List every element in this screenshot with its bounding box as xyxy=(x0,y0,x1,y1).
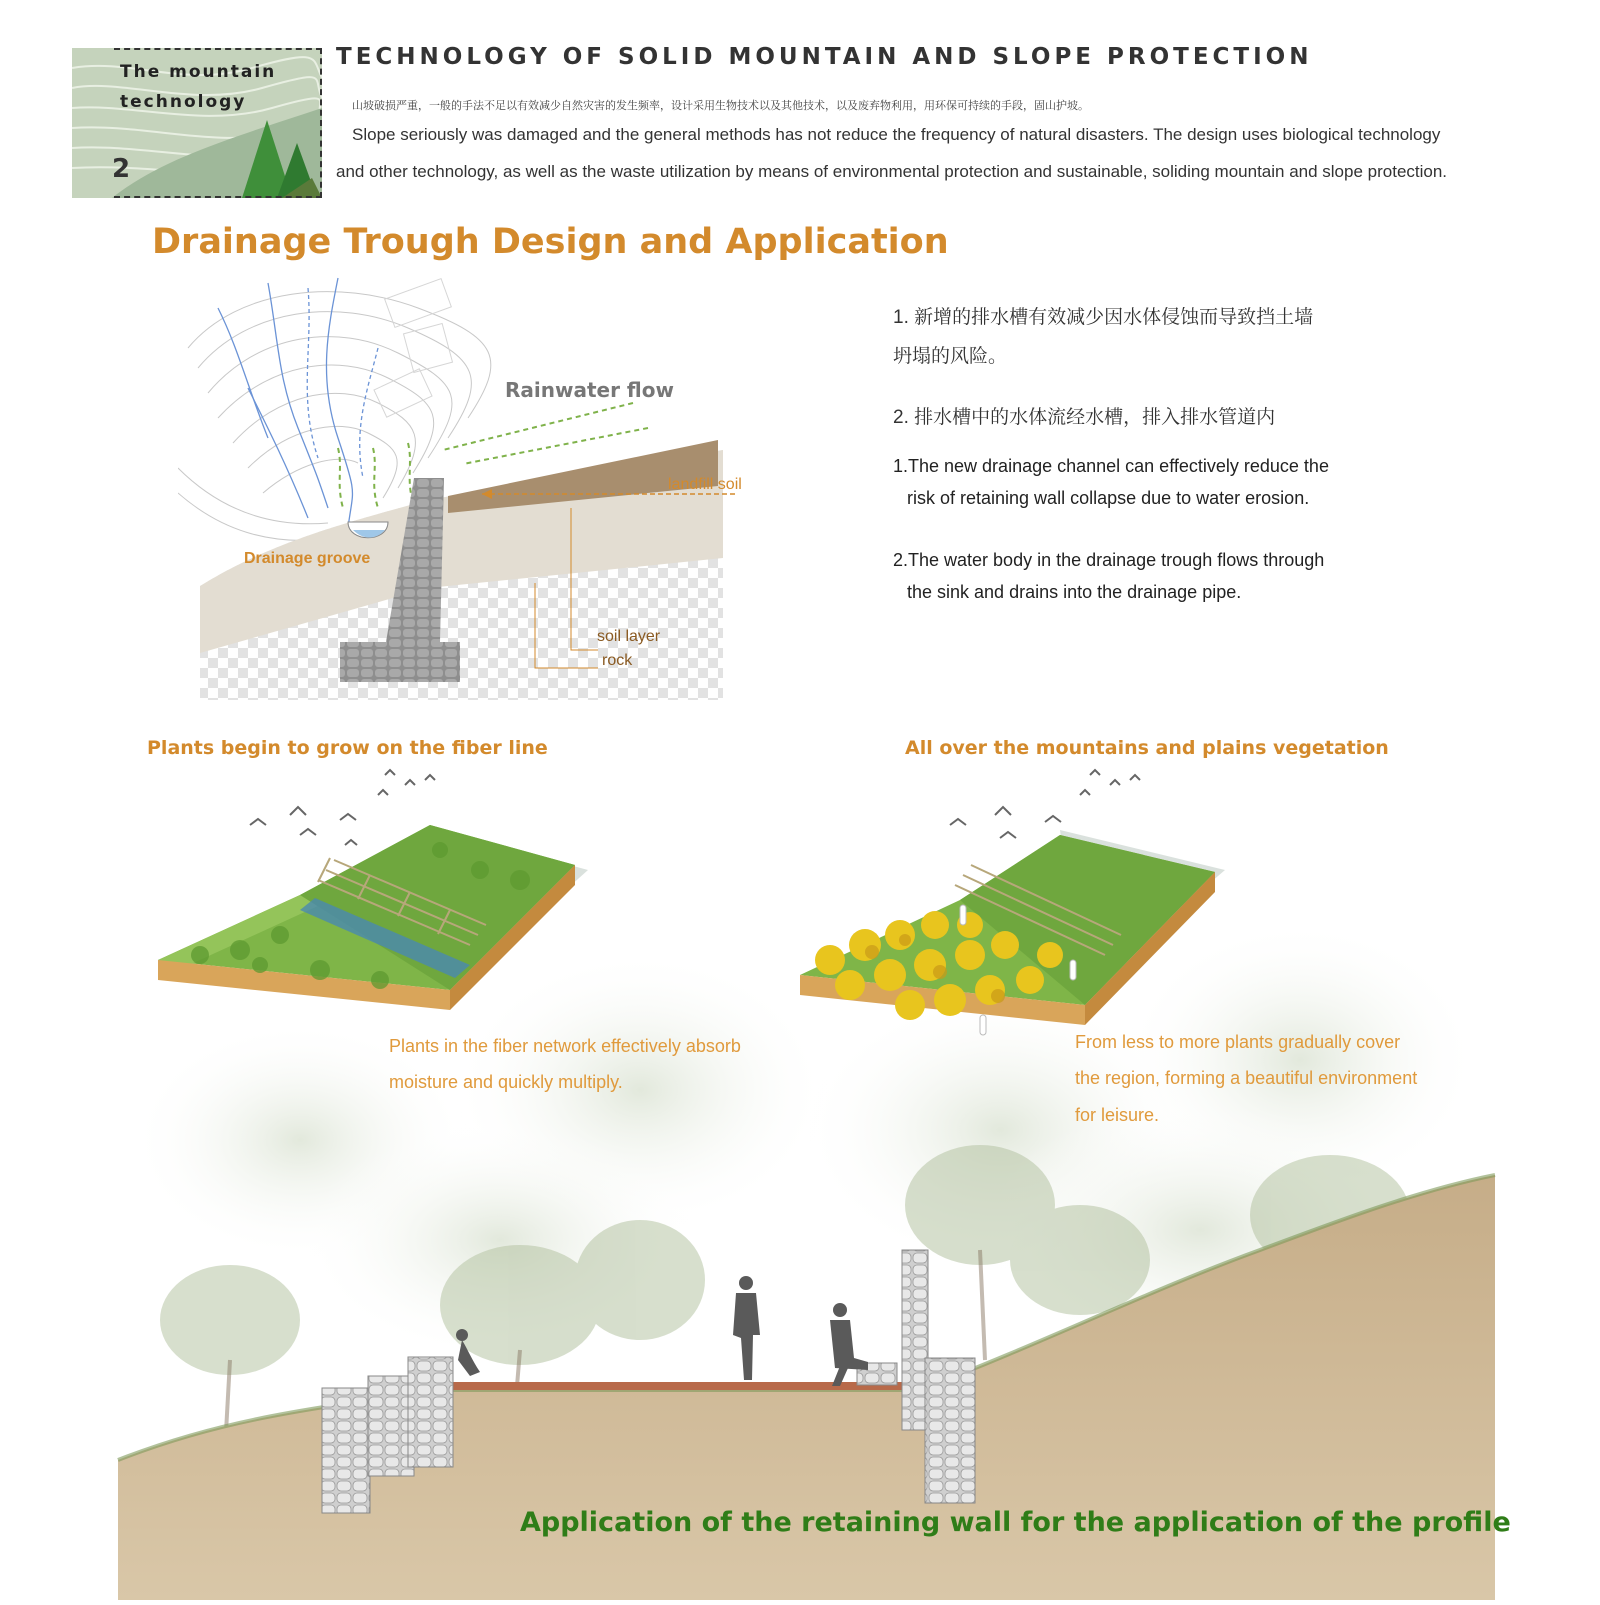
note-en-2b: the sink and drains into the drainage pipe. xyxy=(907,582,1242,602)
section-title: Drainage Trough Design and Application xyxy=(152,222,949,262)
rock-label: rock xyxy=(602,652,633,669)
intro-english-line1: Slope seriously was damaged and the general methods has not reduce the frequency of natural disasters. The design uses biological technology xyxy=(352,125,1441,144)
stage2-caption-line2: the region, forming a beautiful environment xyxy=(1075,1068,1418,1088)
soil-layer-label: soil layer xyxy=(597,628,661,645)
note-en-2a: 2.The water body in the drainage trough flows through xyxy=(893,550,1325,570)
stage2-caption-line1: From less to more plants gradually cover xyxy=(1075,1032,1401,1052)
note-cn-2: 2. 排水槽中的水体流经水槽，排入排水管道内 xyxy=(893,407,1276,428)
intro-english-line2: and other technology, as well as the waste utilization by means of environmental protection and sustainable, soliding mountain and slope protection. xyxy=(336,162,1448,181)
landfill-soil-label: landfill soil xyxy=(668,476,742,493)
drainage-groove-label: Drainage groove xyxy=(244,550,371,567)
stage2-title: All over the mountains and plains vegetation xyxy=(905,737,1389,759)
profile-title: Application of the retaining wall for the application of the profile xyxy=(520,1507,1511,1538)
badge-title-line1: The mountain xyxy=(120,62,277,82)
stage1-title: Plants begin to grow on the fiber line xyxy=(147,737,548,759)
badge-number: 2 xyxy=(112,154,131,184)
badge-title-line2: technology xyxy=(120,92,247,112)
note-en-1a: 1.The new drainage channel can effectively reduce the xyxy=(893,456,1329,476)
note-cn-1b: 坍塌的风险。 xyxy=(893,346,1008,367)
stage1-caption-line1: Plants in the fiber network effectively absorb xyxy=(389,1036,741,1056)
stage2-caption-line3: for leisure. xyxy=(1075,1105,1160,1125)
note-cn-1a: 1. 新增的排水槽有效减少因水体侵蚀而导致挡土墙 xyxy=(893,307,1314,328)
intro-chinese: 山坡破损严重，一般的手法不足以有效减少自然灾害的发生频率，设计采用生物技术以及其他技术，以及废弃物利用，用环保可持续的手段，固山护坡。 xyxy=(352,100,1089,112)
stage1-caption-line2: moisture and quickly multiply. xyxy=(389,1072,623,1092)
drainage-diagram xyxy=(178,268,738,718)
birds xyxy=(250,770,1140,845)
note-en-1b: risk of retaining wall collapse due to water erosion. xyxy=(907,488,1310,508)
rainwater-flow-label: Rainwater flow xyxy=(505,378,674,402)
vegetation-scene xyxy=(0,760,1600,1600)
page-title: TECHNOLOGY OF SOLID MOUNTAIN AND SLOPE PROTECTION xyxy=(336,44,1313,70)
